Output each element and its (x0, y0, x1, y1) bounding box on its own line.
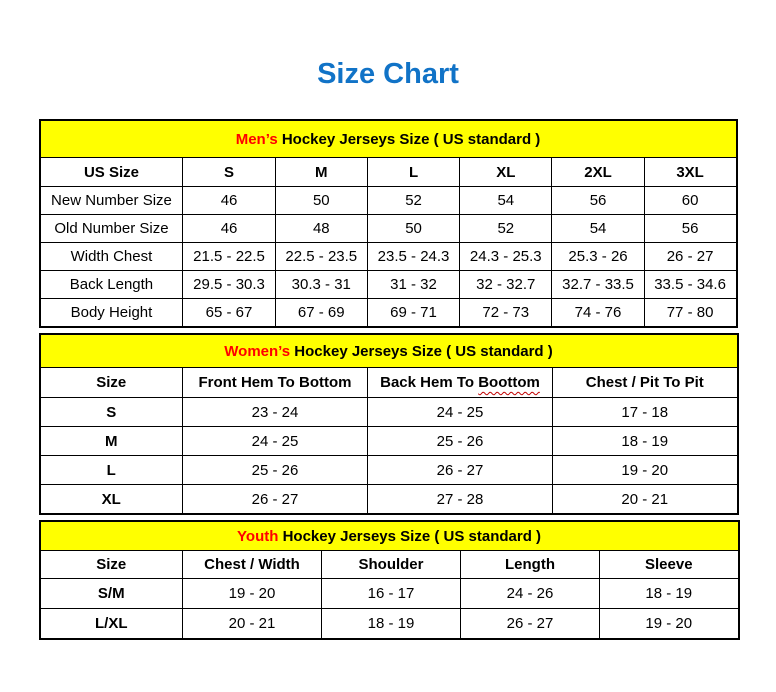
size-value-cell: 29.5 - 30.3 (183, 271, 275, 299)
size-value-cell: 19 - 20 (183, 579, 322, 609)
size-value-cell: 26 - 27 (644, 243, 736, 271)
size-value-cell: 65 - 67 (183, 299, 275, 328)
size-chart-tables (39, 119, 738, 640)
womens-banner-row (40, 334, 738, 368)
table-row (40, 299, 737, 328)
table-row (40, 456, 738, 485)
size-value-cell: 23 - 24 (183, 398, 368, 427)
size-value-cell: 20 - 21 (553, 485, 738, 515)
youth-banner-row (40, 521, 739, 551)
row-label: Old Number Size (40, 215, 183, 243)
table-row (40, 398, 738, 427)
column-header: Size (40, 368, 183, 398)
row-label: L/XL (40, 609, 183, 640)
size-value-cell: 21.5 - 22.5 (183, 243, 275, 271)
row-label: Width Chest (40, 243, 183, 271)
size-value-cell: 27 - 28 (368, 485, 553, 515)
table-row (40, 215, 737, 243)
youth-header-row (40, 551, 739, 579)
youth-section-banner (40, 521, 739, 551)
column-header: 2XL (552, 158, 644, 187)
page-title: Size Chart (317, 58, 459, 90)
size-value-cell: 24 - 26 (461, 579, 600, 609)
size-value-cell: 60 (644, 187, 736, 215)
size-value-cell: 30.3 - 31 (275, 271, 367, 299)
size-value-cell: 52 (367, 187, 459, 215)
size-value-cell: 69 - 71 (367, 299, 459, 328)
column-header: Chest / Pit To Pit (553, 368, 738, 398)
size-value-cell: 19 - 20 (553, 456, 738, 485)
mens-header-row (40, 158, 737, 187)
size-value-cell: 46 (183, 215, 275, 243)
womens-section-banner (40, 334, 738, 368)
womens-size-table (39, 333, 739, 515)
youth-size-table (39, 520, 740, 640)
column-header-misspelled (368, 368, 553, 398)
size-value-cell: 18 - 19 (322, 609, 461, 640)
row-label: New Number Size (40, 187, 183, 215)
column-header: Sleeve (600, 551, 739, 579)
row-label: S/M (40, 579, 183, 609)
size-value-cell: 26 - 27 (461, 609, 600, 640)
size-value-cell: 77 - 80 (644, 299, 736, 328)
mens-banner-text: Hockey Jerseys Size ( US standard ) (277, 130, 541, 148)
row-label: L (40, 456, 183, 485)
row-label: S (40, 398, 183, 427)
size-value-cell: 31 - 32 (367, 271, 459, 299)
mens-section-banner (40, 120, 737, 158)
size-value-cell: 24.3 - 25.3 (460, 243, 552, 271)
column-header: Chest / Width (183, 551, 322, 579)
column-header: 3XL (644, 158, 736, 187)
column-header: S (183, 158, 275, 187)
column-header: Front Hem To Bottom (183, 368, 368, 398)
size-value-cell: 54 (552, 215, 644, 243)
size-value-cell: 25.3 - 26 (552, 243, 644, 271)
mens-size-table (39, 119, 738, 328)
size-value-cell: 25 - 26 (183, 456, 368, 485)
size-value-cell: 18 - 19 (600, 579, 739, 609)
size-value-cell: 26 - 27 (183, 485, 368, 515)
womens-banner-text: Hockey Jerseys Size ( US standard ) (290, 342, 553, 360)
size-value-cell: 22.5 - 23.5 (275, 243, 367, 271)
size-value-cell: 24 - 25 (368, 398, 553, 427)
size-value-cell: 56 (644, 215, 736, 243)
size-value-cell: 50 (275, 187, 367, 215)
misspelled-word: Boottom (478, 374, 540, 391)
size-value-cell: 26 - 27 (368, 456, 553, 485)
table-row (40, 187, 737, 215)
column-header: Size (40, 551, 183, 579)
size-value-cell: 23.5 - 24.3 (367, 243, 459, 271)
size-value-cell: 48 (275, 215, 367, 243)
size-value-cell: 56 (552, 187, 644, 215)
column-header: XL (460, 158, 552, 187)
mens-banner-row (40, 120, 737, 158)
size-value-cell: 50 (367, 215, 459, 243)
table-row (40, 427, 738, 456)
youth-banner-accent: Youth (237, 527, 279, 545)
row-label: Back Length (40, 271, 183, 299)
row-label: M (40, 427, 183, 456)
column-header-prefix: Back Hem To (380, 374, 475, 391)
size-value-cell: 32 - 32.7 (460, 271, 552, 299)
column-header: M (275, 158, 367, 187)
mens-banner-accent: Men’s (235, 130, 278, 148)
column-header: Length (461, 551, 600, 579)
size-value-cell: 33.5 - 34.6 (644, 271, 736, 299)
womens-header-row (40, 368, 738, 398)
column-header: US Size (40, 158, 183, 187)
size-value-cell: 52 (460, 215, 552, 243)
size-value-cell: 32.7 - 33.5 (552, 271, 644, 299)
size-value-cell: 18 - 19 (553, 427, 738, 456)
table-row (40, 271, 737, 299)
size-value-cell: 17 - 18 (553, 398, 738, 427)
row-label: XL (40, 485, 183, 515)
size-value-cell: 74 - 76 (552, 299, 644, 328)
table-row (40, 609, 739, 640)
size-value-cell: 72 - 73 (460, 299, 552, 328)
table-row (40, 579, 739, 609)
row-label: Body Height (40, 299, 183, 328)
table-row (40, 485, 738, 515)
size-value-cell: 20 - 21 (183, 609, 322, 640)
column-header: Shoulder (322, 551, 461, 579)
size-value-cell: 25 - 26 (368, 427, 553, 456)
size-value-cell: 16 - 17 (322, 579, 461, 609)
size-value-cell: 24 - 25 (183, 427, 368, 456)
youth-banner-text: Hockey Jerseys Size ( US standard ) (278, 527, 542, 545)
size-value-cell: 67 - 69 (275, 299, 367, 328)
size-value-cell: 19 - 20 (600, 609, 739, 640)
size-value-cell: 54 (460, 187, 552, 215)
size-value-cell: 46 (183, 187, 275, 215)
womens-banner-accent: Women’s (224, 342, 291, 360)
table-row (40, 243, 737, 271)
column-header: L (367, 158, 459, 187)
